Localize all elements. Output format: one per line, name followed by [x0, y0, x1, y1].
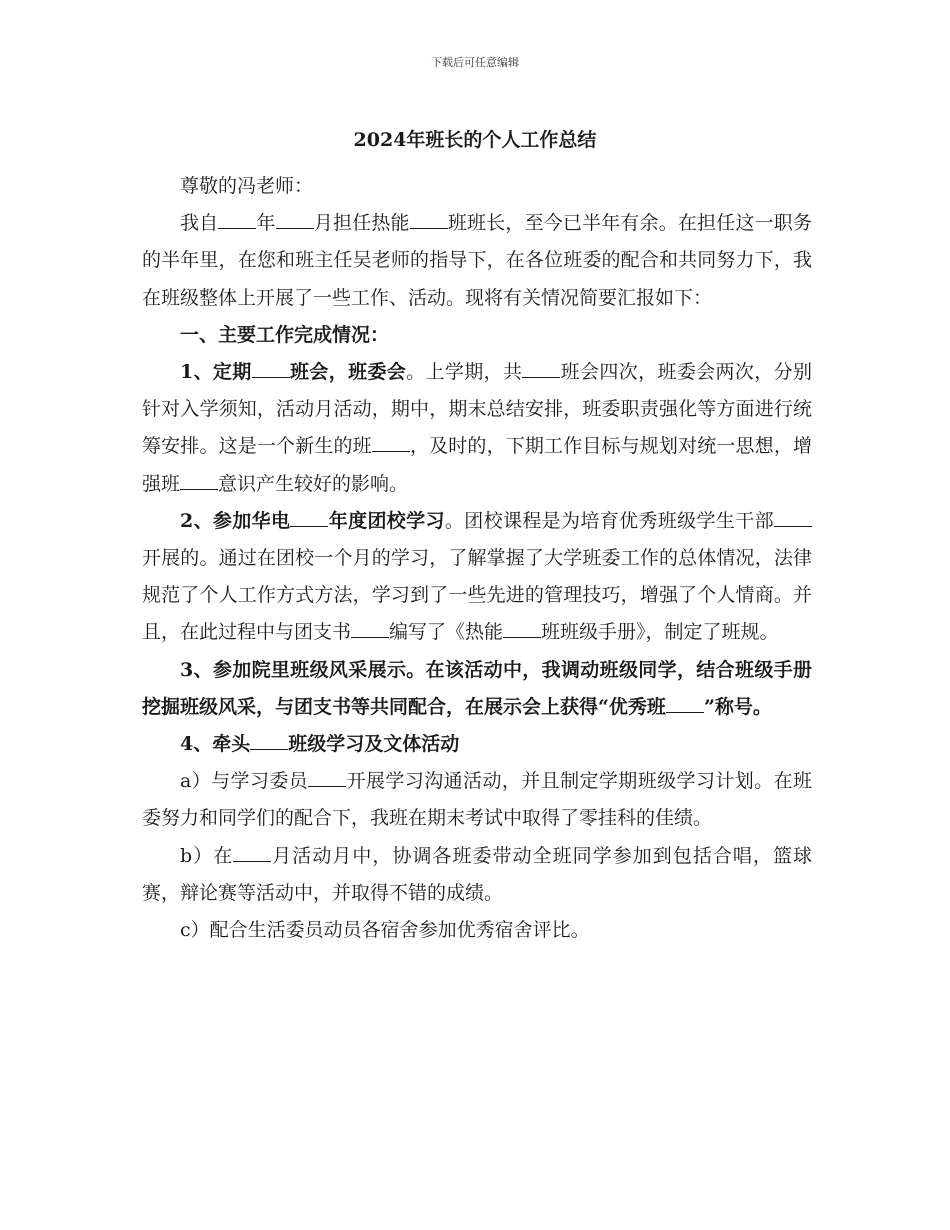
- item-4a-paragraph: a）与学习委员 开展学习沟通活动，并且制定学期班级学习计划。在班委努力和同学们的配合下，我班在期末考试中取得了零挂科的佳绩。: [142, 770, 812, 830]
- blank-underline: [503, 637, 541, 638]
- blank-underline: [233, 861, 271, 862]
- blank-underline: [410, 228, 448, 229]
- document-title: 2024年班长的个人工作总结: [353, 129, 597, 151]
- item-4c-paragraph: c）配合生活委员动员各宿舍参加优秀宿舍评比。: [180, 919, 590, 942]
- section-heading: 一、主要工作完成情况：: [180, 323, 390, 346]
- blank-underline: [276, 228, 314, 229]
- item-4-heading: 4、牵头 班级学习及文体活动: [180, 733, 460, 756]
- blank-underline: [522, 377, 560, 378]
- item-1-paragraph: 1、定期 班会，班委会。上学期，共 班会四次，班委会两次，分别针对入学须知，活动月活动，期中，期末总结安排，班委职责强化等方面进行统筹安排。这是一个新生的班 ，及时的，下期工作目标与规划对统一思想，增强班 意识产生较好的影响。: [142, 361, 812, 495]
- blank-underline: [290, 526, 328, 527]
- item-4b-paragraph: b）在 月活动月中，协调各班委带动全班同学参加到包括合唱，篮球赛，辩论赛等活动中，并取得不错的成绩。: [142, 844, 812, 904]
- item-3-paragraph: 3、参加院里班级风采展示。在该活动中，我调动班级同学，结合班级手册挖掘班级风采，与团支书等共同配合，在展示会上获得“优秀班 ”称号。: [142, 658, 812, 718]
- blank-underline: [250, 749, 288, 750]
- blank-underline: [308, 786, 346, 787]
- blank-underline: [774, 526, 812, 527]
- blank-underline: [372, 451, 410, 452]
- blank-underline: [180, 489, 218, 490]
- salutation: 尊敬的冯老师：: [180, 175, 314, 197]
- blank-underline: [218, 228, 256, 229]
- item-2-paragraph: 2、参加华电 年度团校学习。团校课程是为培育优秀班级学生干部开展的。通过在团校一个月的学习，了解掌握了大学班委工作的总体情况，法律规范了个人工作方式方法，学习到了一些先进的管理技巧，增强了个人情商。并且，在此过程中与团支书 编写了《热能 班班级手册》，制定了班规。: [142, 509, 812, 644]
- header-note: 下载后可任意编辑: [431, 56, 519, 69]
- blank-underline: [252, 377, 290, 378]
- blank-underline: [351, 637, 389, 638]
- document-body: [142, 168, 812, 949]
- intro-paragraph: 我自 年 月担任热能 班班长，至今已半年有余。在担任这一职务的半年里，在您和班主任吴老师的指导下，在各位班委的配合和共同努力下，我在班级整体上开展了一些工作、活动。现将有关情况简要汇报如下：: [142, 212, 812, 309]
- blank-underline: [666, 712, 704, 713]
